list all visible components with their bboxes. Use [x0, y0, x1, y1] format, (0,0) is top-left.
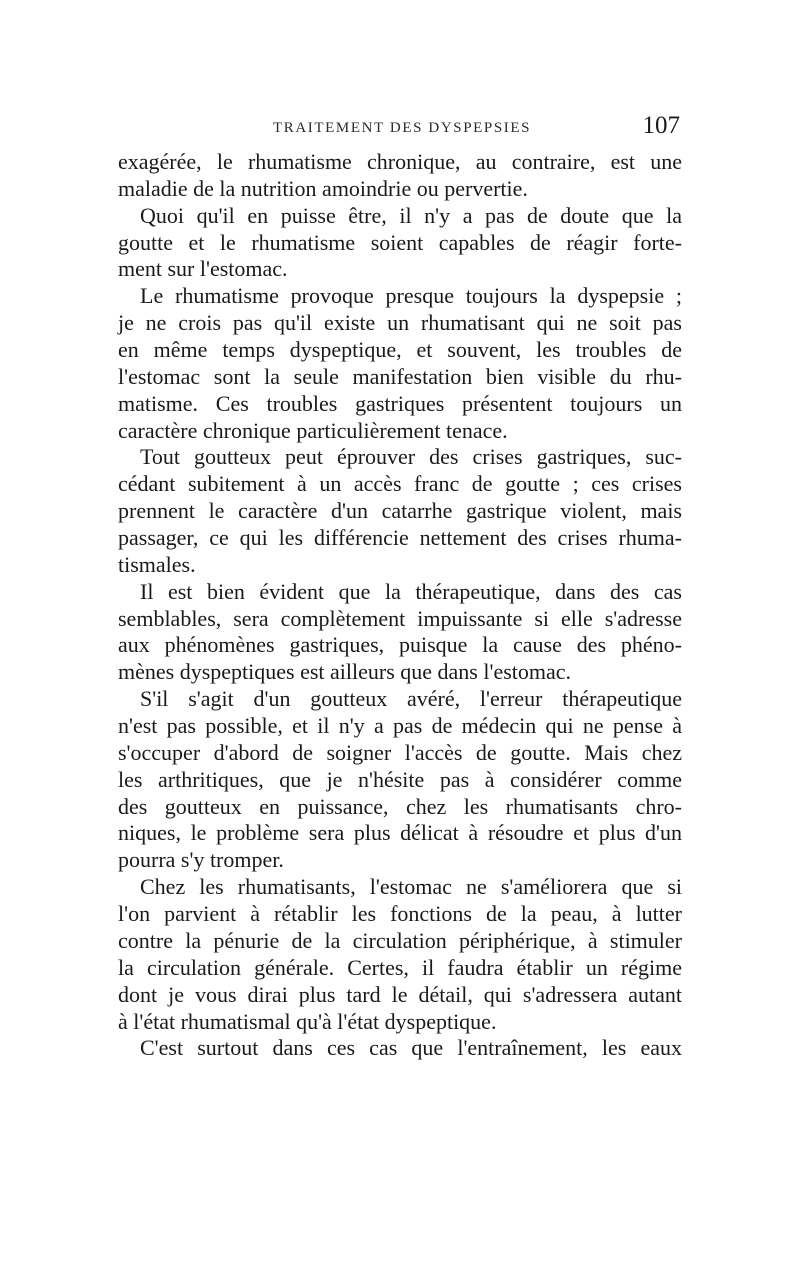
body-text — [118, 149, 682, 1062]
text-line: matisme. Ces troubles gastriques présentent toujours un — [118, 390, 682, 416]
text-line: s'occuper d'abord de soigner l'accès de goutte. Mais chez — [118, 739, 682, 765]
text-line: aux phénomènes gastriques, puisque la cause des phéno- — [118, 632, 682, 658]
text-line: goutte et le rhumatisme soient capables de réagir forte- — [118, 229, 682, 255]
text-line: en même temps dyspeptique, et souvent, les troubles de — [118, 337, 682, 363]
text-line: à l'état rhumatismal qu'à l'état dyspeptique. — [118, 1008, 497, 1034]
text-line: Il est bien évident que la thérapeutique, dans des cas — [140, 578, 682, 604]
text-line: Chez les rhumatisants, l'estomac ne s'améliorera que si — [140, 874, 682, 900]
text-line: Tout goutteux peut éprouver des crises gastriques, suc- — [140, 444, 682, 470]
text-line: l'estomac sont la seule manifestation bien visible du rhu- — [118, 363, 682, 389]
running-header — [118, 112, 682, 142]
text-line: C'est surtout dans ces cas que l'entraînement, les eaux — [140, 1035, 682, 1061]
text-line: la circulation générale. Certes, il faudra établir un régime — [118, 954, 682, 980]
text-line: ment sur l'estomac. — [118, 256, 288, 282]
text-line: prennent le caractère d'un catarrhe gastrique violent, mais — [118, 498, 682, 524]
text-line: contre la pénurie de la circulation périphérique, à stimuler — [118, 927, 682, 953]
text-line: caractère chronique particulièrement tenace. — [118, 417, 508, 443]
text-line: les arthritiques, que je n'hésite pas à considérer comme — [118, 766, 682, 792]
text-line: je ne crois pas qu'il existe un rhumatisant qui ne soit pas — [118, 310, 682, 336]
page-number: 107 — [642, 112, 680, 139]
text-line: Le rhumatisme provoque presque toujours la dyspepsie ; — [140, 283, 682, 309]
text-line: passager, ce qui les différencie nettement des crises rhuma- — [118, 525, 682, 551]
text-line: n'est pas possible, et il n'y a pas de médecin qui ne pense à — [118, 713, 682, 739]
text-line: exagérée, le rhumatisme chronique, au contraire, est une — [118, 149, 682, 174]
text-line: pourra s'y tromper. — [118, 847, 284, 873]
running-title: TRAITEMENT DES DYSPEPSIES — [273, 120, 532, 136]
text-line: cédant subitement à un accès franc de goutte ; ces crises — [118, 471, 682, 497]
text-line: l'on parvient à rétablir les fonctions de la peau, à lutter — [118, 901, 682, 927]
text-line: maladie de la nutrition amoindrie ou pervertie. — [118, 175, 528, 201]
text-line: des goutteux en puissance, chez les rhumatisants chro- — [118, 793, 682, 819]
text-line: semblables, sera complètement impuissante si elle s'adresse — [118, 605, 682, 631]
text-line: niques, le problème sera plus délicat à résoudre et plus d'un — [118, 820, 682, 846]
text-line: Quoi qu'il en puisse être, il n'y a pas de doute que la — [140, 202, 682, 228]
text-line: S'il s'agit d'un goutteux avéré, l'erreur thérapeutique — [140, 686, 682, 712]
text-line: tismales. — [118, 551, 196, 577]
text-line: dont je vous dirai plus tard le détail, qui s'adressera autant — [118, 981, 682, 1007]
text-line: mènes dyspeptiques est ailleurs que dans l'estomac. — [118, 659, 572, 685]
